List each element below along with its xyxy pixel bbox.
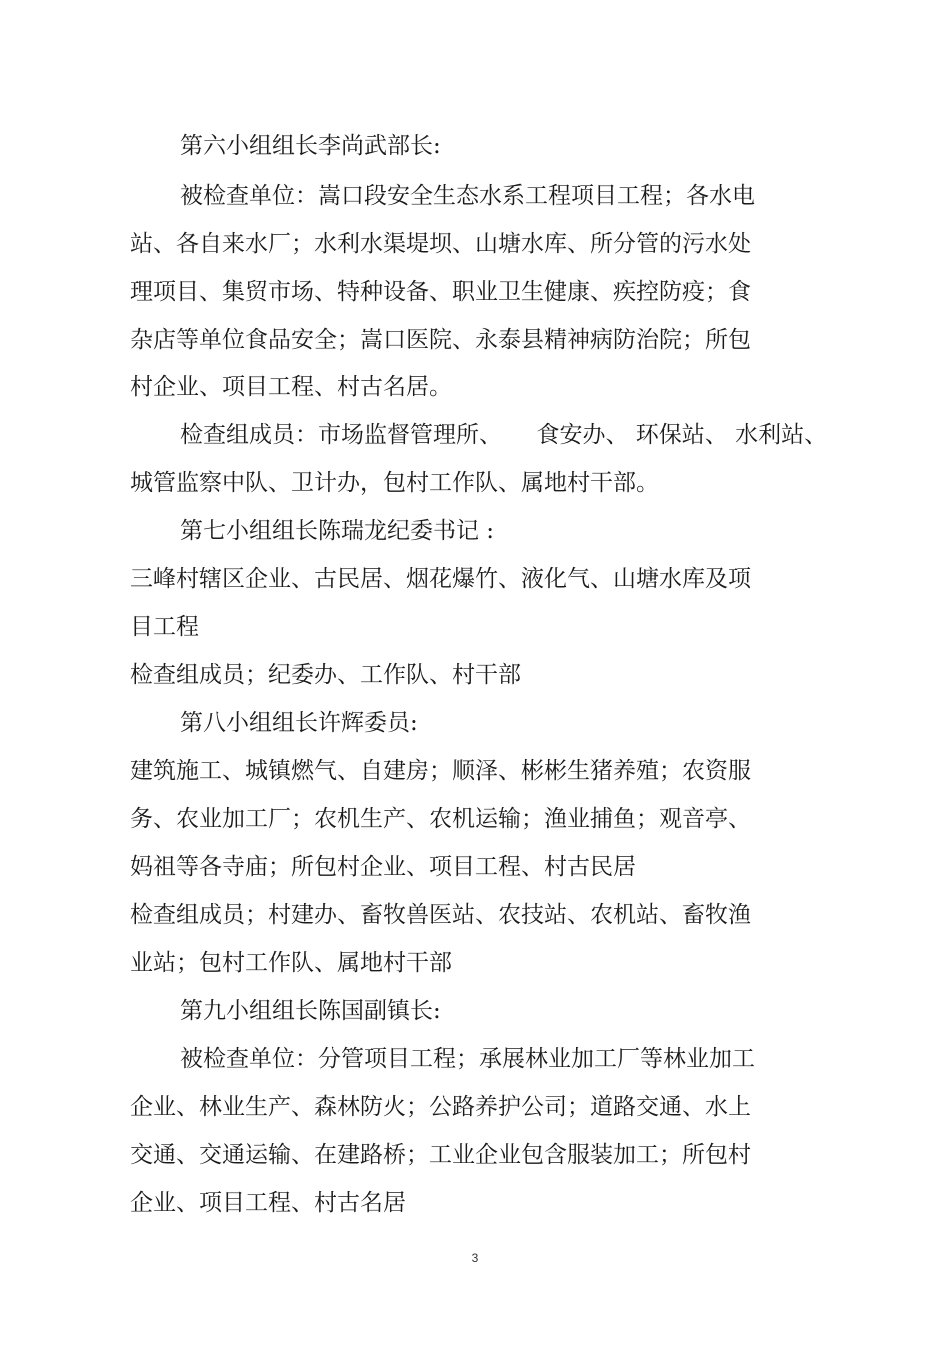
- paragraph-line: 城管监察中队、卫计办，包村工作队、属地村干部。: [130, 470, 659, 496]
- paragraph-line: 目工程: [130, 614, 199, 640]
- paragraph-line: 被检查单位：分管项目工程；承展林业加工厂等林业加工: [180, 1046, 755, 1072]
- paragraph-line: 交通、交通运输、在建路桥；工业企业包含服装加工；所包村: [130, 1142, 751, 1168]
- paragraph-line: 理项目、集贸市场、特种设备、职业卫生健康、疾控防疫；食: [130, 279, 751, 305]
- paragraph-line: 检查组成员；纪委办、工作队、村干部: [130, 662, 521, 688]
- group-eight-heading: 第八小组组长许辉委员:: [180, 710, 418, 736]
- paragraph-line: 村企业、项目工程、村古名居。: [130, 374, 452, 400]
- paragraph-line: 被检查单位：嵩口段安全生态水系工程项目工程；各水电: [180, 183, 755, 209]
- paragraph-line: 务、农业加工厂；农机生产、农机运输；渔业捕鱼；观音亭、: [130, 806, 751, 832]
- paragraph-line: 站、各自来水厂；水利水渠堤坝、山塘水库、所分管的污水处: [130, 231, 751, 257]
- paragraph-line: 建筑施工、城镇燃气、自建房；顺泽、彬彬生猪养殖；农资服: [130, 758, 751, 784]
- group-six-heading: 第六小组组长李尚武部长:: [180, 133, 441, 159]
- page-number: 3: [471, 1251, 479, 1265]
- paragraph-line: 杂店等单位食品安全；嵩口医院、永泰县精神病防治院；所包: [130, 327, 751, 353]
- paragraph-line: 企业、林业生产、森林防火；公路养护公司；道路交通、水上: [130, 1094, 751, 1120]
- paragraph-line: 妈祖等各寺庙；所包村企业、项目工程、村古民居: [130, 854, 636, 880]
- paragraph-line: 三峰村辖区企业、古民居、烟花爆竹、液化气、山塘水库及项: [130, 566, 751, 592]
- paragraph-line: 企业、项目工程、村古名居: [130, 1190, 406, 1216]
- group-nine-heading: 第九小组组长陈国副镇长:: [180, 998, 441, 1024]
- paragraph-line: 业站；包村工作队、属地村干部: [130, 950, 452, 976]
- paragraph-line: 检查组成员：市场监督管理所、 食安办、 环保站、 水利站、: [180, 422, 828, 448]
- group-seven-heading: 第七小组组长陈瑞龙纪委书记 :: [180, 518, 495, 544]
- paragraph-line: 检查组成员；村建办、畜牧兽医站、农技站、农机站、畜牧渔: [130, 902, 751, 928]
